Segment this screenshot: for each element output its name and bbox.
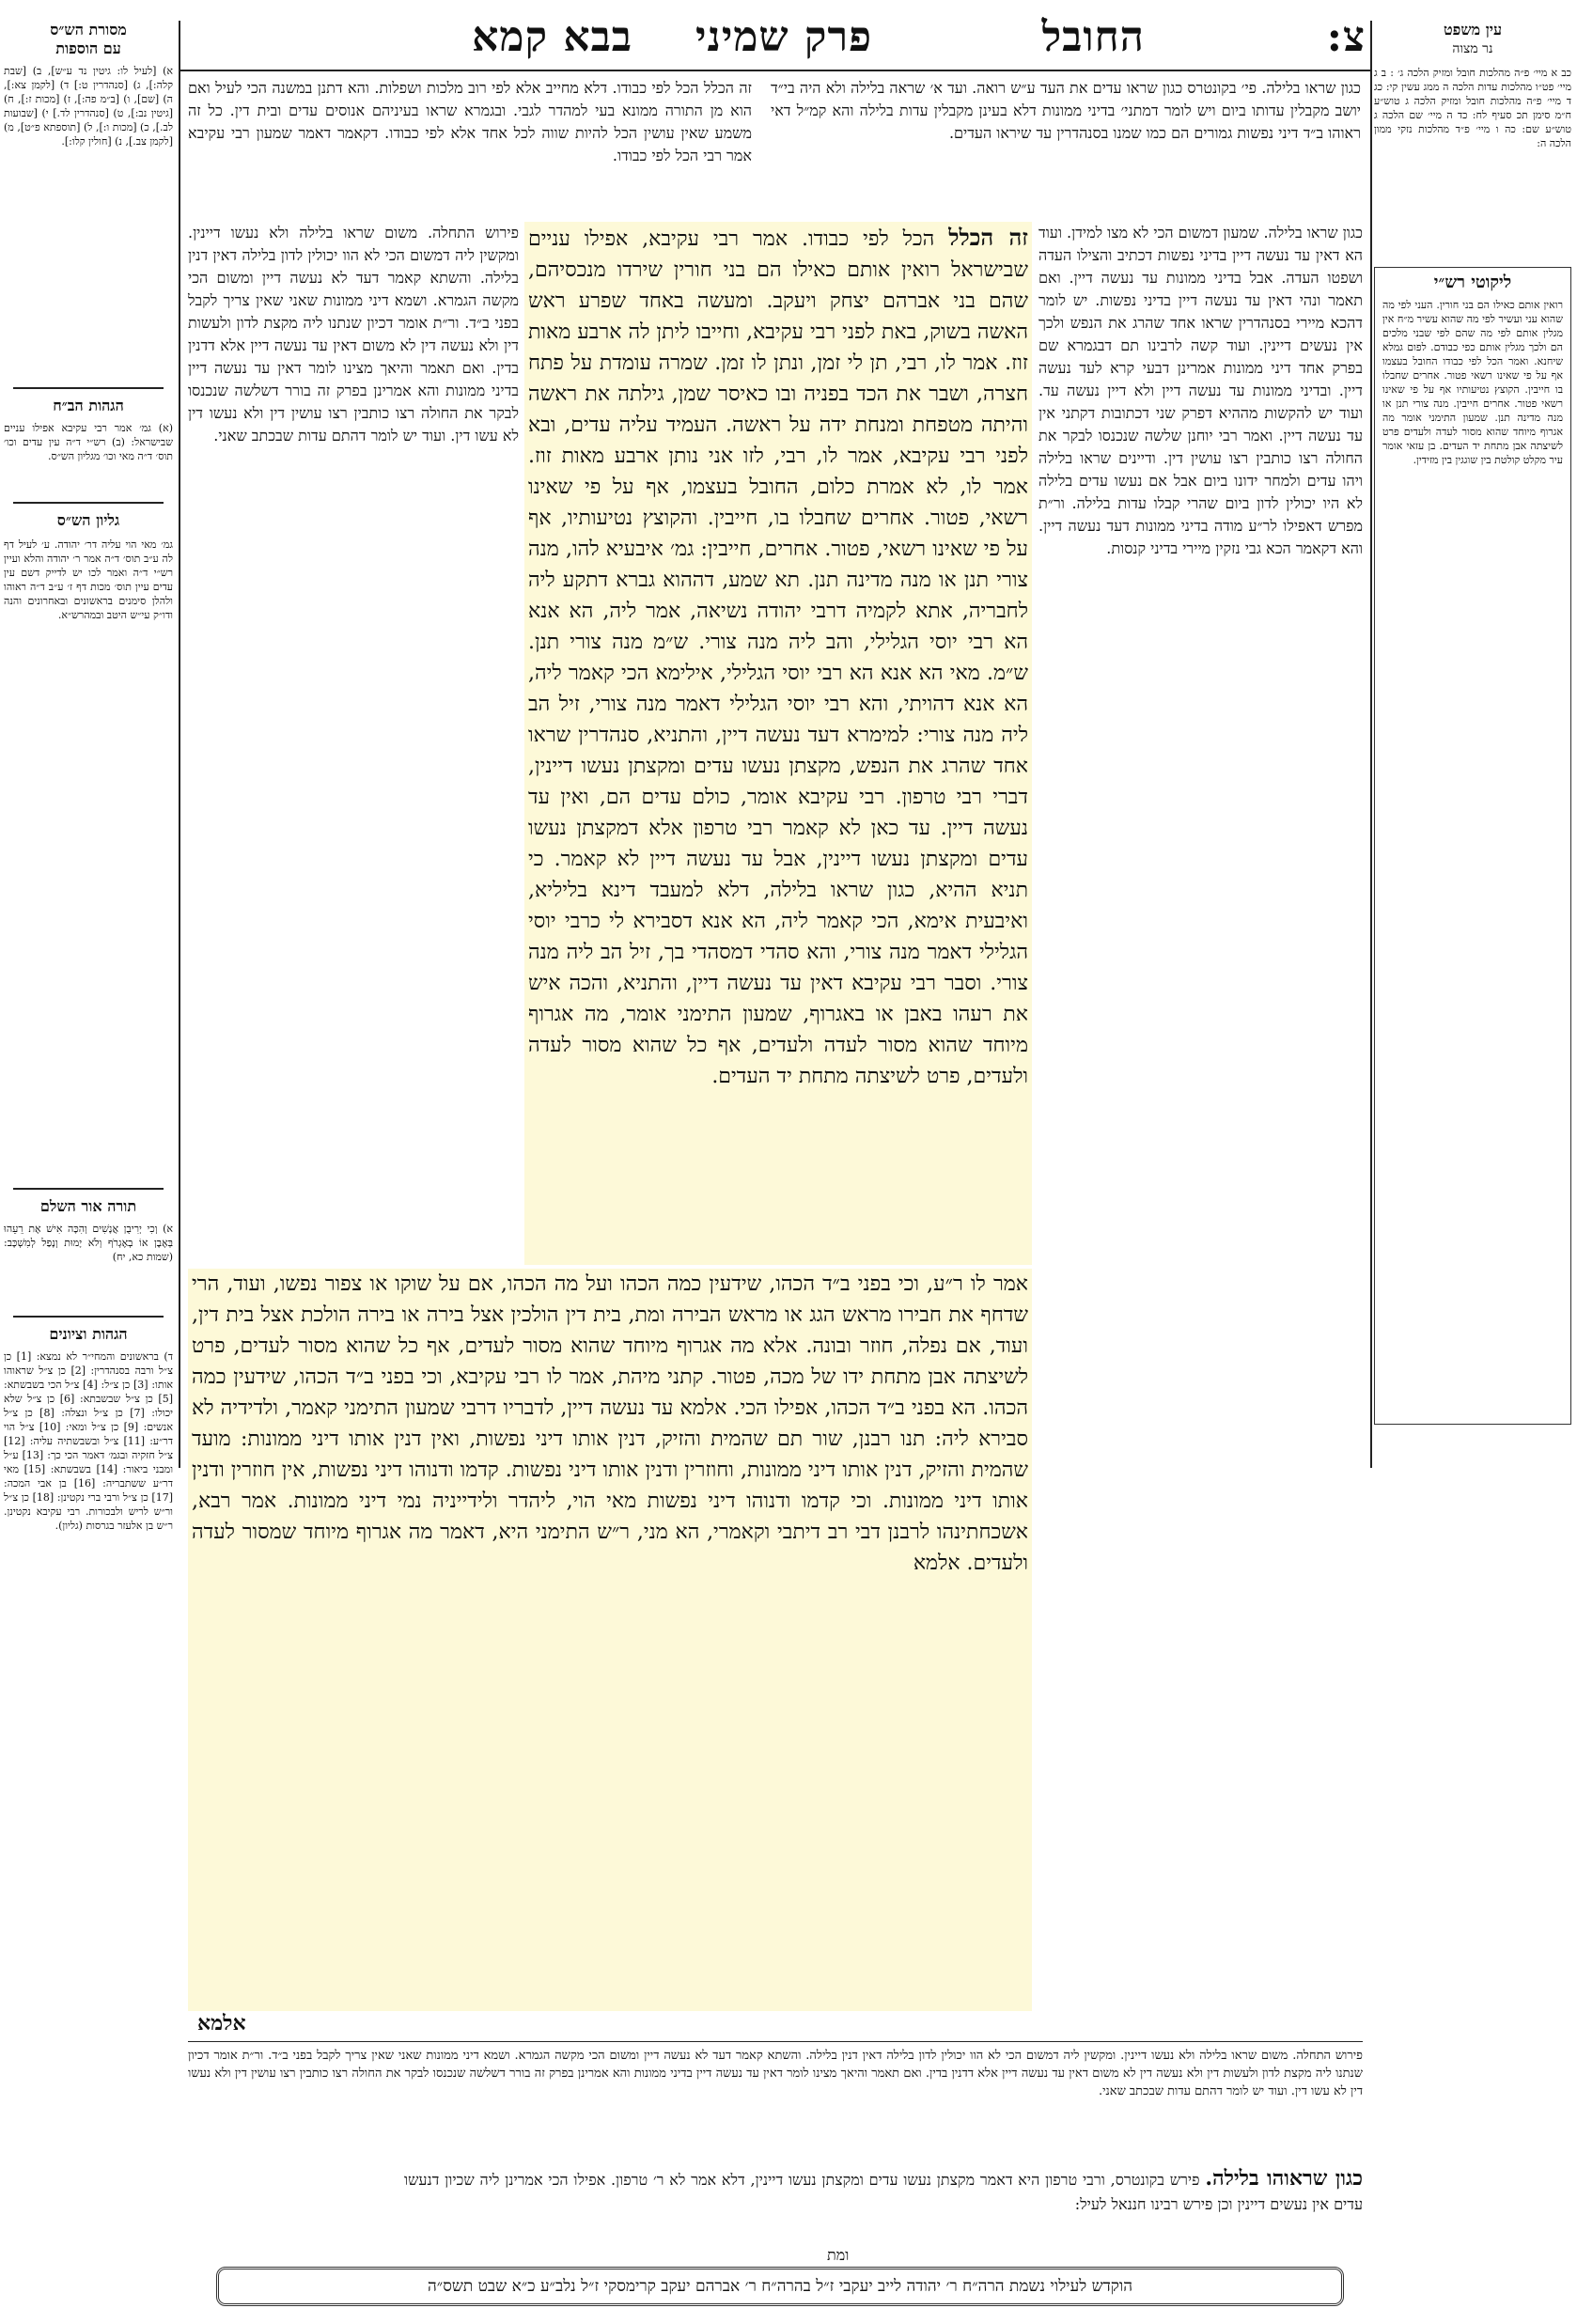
torah-or-text: א) וְכִי יְרִיבֻן אֲנָשִׁים וְהִכָּה אִישׁ אֶת רֵעֵהוּ בְּאֶבֶן אוֹ בְאֶגְרֹף וְלֹא יָמוּת וְנָפַל לְמִשְׁכָּב: (שמות כא, יח) — [4, 1223, 173, 1263]
rule-right — [1370, 21, 1372, 1468]
bottom-center-lead: כגון שראוהו בלילה. — [1205, 2166, 1363, 2191]
ein-mishpat-title: עין משפט — [1443, 21, 1503, 39]
rule-left — [179, 21, 180, 1468]
hagahot-title: הגהות וציונים — [49, 1325, 128, 1343]
mesoret-subtitle: עם הוספות — [55, 39, 121, 57]
perek-name: פרק שמיני — [695, 13, 872, 61]
rashi-top: זה הכלל הכל לפי כבודו. דלא מחייב אלא לפי רוב מלכות ושפלות. והא דתנן במשנה הכי לעיל ואם הוא מן התורה ממונא בעי למהדר לגבי. ובגמרא שראו בעיניהם אנוסים עדים ובית דין. כל זה משמע שאין עושין הכל להיות שווה לכל אחד אלא לפי כבודו. דקאמר דאמר שמעון רבי עקיבא אמר רבי הכל לפי כבודו. — [188, 79, 753, 164]
bottom-end-word: ומת — [827, 2246, 850, 2264]
bottom-center-text: פירש בקונטרס, ורבי טרפון היא דאמר מקצתן נעשו עדים ומקצתן נעשו דיינין, דלא אמר לא ר׳ טרפון. אפילו הכי אמרינן ליה שכיון דנעשו עדים אין נעשים דיינין וכן פירש רבינו חננאל לעיל: — [404, 2171, 1363, 2213]
tosafot-right-column: כגון שראו בלילה. שמעון דמשום הכי לא מצו למידן. ועוד הא דאין עד נעשה דיין בדיני נפשות דכתיב והצילו העדה ושפטו העדה. אבל בדיני ממונות עד נעשה דיין. ואם תאמר ונהי דאין עד נעשה דיין בדיני נפשות. יש לומר דהכא מיירי בסנהדרין שראו אחד שהרג את הנפש ולכך אין נעשים דיינין. ועוד קשה לרבינו תם דבגמרא שם בפרק אחד דיני ממונות אמרינן דבעי קרא לעד נעשה דיין. ובדיני ממונות עד נעשה דיין ולא דיין נעשה עד. ועוד יש להקשות מההיא דפרק שני דכתובות דקתני אין עד נעשה דיין. ואמר רבי יוחנן שלשה שנכנסו לבקר את החולה רצו כותבין רצו עושין דין. ודיינים שראו בלילה ויהו עדים ולמחר ידונו ביום אבל אם נעשו עדים בלילה לא היו יכולין לדון ביום שהרי קבלו עדות בלילה. ור״ת מפרש דאפילו לר״ע מודה בדיני ממונות דעד נעשה דיין. והא דקאמר הכא גבי נזקין מיירי בדיני קנסות. — [1038, 224, 1363, 557]
tosafot-top: כגון שראו בלילה. פי׳ בקונטרס כגון שראו עדים את העד ע״ש רואה. ועד א׳ שראה בלילה ולא היה בי״ד יושב מקבלין עדותו ביום ויש לומר דמתני׳ בדיני ממונות דלא בעינן מקבלין עדות בלילה והא קמ״ל דאי ראוהו ב״ד דיני נפשות גמורים הם כמו שמנו בסנהדרין עד שיראו העדים. — [771, 79, 1361, 142]
hagahot-bach-title: הגהות הב״ח — [53, 397, 124, 414]
dedication-footer: הוקדש לעילוי נשמת הרה״ח ר׳ יהודה לייב יעקבי ז״ל בהרה״ח ר׳ אברהם יעקב קרימסקי ז״ל נלב״ע כ״א שבט תשס״ה — [216, 2267, 1344, 2306]
page-header — [0, 9, 1577, 75]
left-margin — [4, 21, 174, 1532]
gemara-lead: זה הכלל — [948, 224, 1028, 251]
gemara-lower: אמר לו ר״ע, וכי בפני ב״ד הכהו, שידעין כמה הכהו ועל מה הכהו, אם על שוקו או צפור נפשו, ועוד, הרי שדחף את חבירו מראש הגג או מראש הבירה ומת, בית דין הולכין אצל בירה או בירה הולכת אצל בית דין, ועוד, אם נפלה, חוזר ובונה. אלא מה אגרוף מיוחד שהוא מסור לעדים, אף כל שהוא מסור לעדים, פרט לשיצתה אבן מתחת ידו של מכה, פטור. קתני מיהת, אמר לו רבי עקיבא, וכי בפני ב״ד הכהו, שידעין כמה הכהו. הא בפני ב״ד הכהו, אפילו הכי. אלמא עד נעשה דיין, לדבריו דרבי שמעון התימני קאמר, ולדידיה לא סבירא ליה: תנו רבנן, שור תם שהמית והזיק, דנין אותו דיני נפשות, ואין דנין אותו דיני ממונות: מועד שהמית והזיק, דנין אותו דיני ממונות, וחוזרין ודנין אותו דיני נפשות. קדמו ודנוהו דיני נפשות, אין חוזרין ודנין אותו דיני ממונות. וכי קדמו ודנוהו דיני נפשות מאי הוי, ליהדר ולידייניה נמי דיני ממונות. אמר רבא, אשכחתינהו לרבנן דבי רב דיתבי וקאמרי, הא מני, ר״ש התימני היא, דאמר מה אגרוף מיוחד שמסור לעדה ולעדים. אלמא — [188, 1269, 1032, 2011]
catchword: אלמא — [197, 2011, 246, 2035]
hagahot-bach-text: (א) גמ׳ אמר רבי עקיבא אפילו עניים שבישראל: (ב) רש״י ד״ה עין עדים וכו׳ תוס׳ ד״ה מאי וכו׳ מגליון הש״ס. — [4, 422, 173, 462]
bottom-rule — [188, 2041, 1363, 2042]
gilyon-title: גליון הש״ס — [56, 511, 120, 529]
mesoret-title: מסורת הש״ס — [50, 21, 127, 39]
divider — [13, 387, 164, 389]
rashi-left-column: פירוש התחלה. משום שראו בלילה ולא נעשו דיינין. ומקשין ליה דמשום הכי לא הוו יכולין לדון בלילה דאין דנין בלילה. והשתא קאמר דעד לא נעשה דיין ומשום הכי מקשה הגמרא. ושמא דיני ממונות שאני שאין צריך לקבל בפני ב״ד. ור״ת אומר דכיון שנתנו ליה מקצת לדון ולעשות דין ולא נעשה דין לא משום דאין עד נעשה דיין אלא דדנין בדין. ואם תאמר והיאך מצינו לומר דאין עד נעשה דיין בדיני ממונות והא אמרינן בפרק זה בורר דשלשה שנכנסו לבקר את החולה רצו כותבין רצו עושין דין ולא נעשו דין לא עשו דין. ועוד יש לומר דהתם עדות שבכתב שאני. — [188, 224, 519, 445]
right-margin — [1374, 21, 1571, 1449]
perek-title: החובל — [1041, 13, 1145, 61]
masechet-title: בבא קמא — [472, 13, 632, 61]
divider — [13, 1188, 164, 1190]
likutei-rashi-text: רואין אותם כאילו הם בני חורין. העני לפי מה שהוא עני ועשיר לפי מה שהוא עשיר מ״ח אין מגלין אותם לפי מה שהם לפי שבני מלכים הם ולכך מגלין אותם כפי כבודם. לפום גמלא שיחנא. ואמר הכל לפי כבודו החובל בעצמו אף על פי שאינו רשאי פטור. אחרים שחבלו בו חייבין. הקוצץ נטיעותיו אף על פי שאינו רשאי פטור. אחרים חייבין. מנה צורי תנן או מנה מדינה תנן. שמעון התימני אומר מה אגרוף מיוחד שהוא מסור לעדה ולעדים פרט לשיצתה אבן מתחת יד העדים. בן עזאי אומר עיר מקלט קולטת בין שוגגין בין מזידין. — [1382, 299, 1563, 466]
torah-or-title: תורה אור השלם — [39, 1197, 137, 1215]
page-number: צ: — [1326, 13, 1366, 61]
mesoret-text: א) [לעיל לו: גיטין נד ע״ש], ב) [שבת קלה:], ג) [סנהדרין ט:] ד) [לקמן צא:], ה) [שם], ו) [ב״מ פה:], ז) [מכות ז:], ח) [גיטין נב:], ט) [סנהדרין לד.] י) [שבועות לב.], כ) [מכות ו:], ל) [תוספתא פ״ט], מ) [לקמן צב.], נ) [חולין קלו:]. — [4, 65, 173, 148]
ein-mishpat-text: כב א מיי׳ פ״ה מהלכות חובל ומזיק הלכה ג׳ : ב ג מיי׳ פט״ו מהלכות עדות הלכה ה ממג עשין קי: כג ד מיי׳ פ״ה מהלכות חובל ומזיק הלכה ג טוש״ע ח״מ סימן תכ סעיף לח: כד ה מיי׳ שם הלכה ג טוש״ע שם: כה ו מיי׳ פ״ד מהלכות נזקי ממון הלכה ה: — [1374, 67, 1571, 149]
gilyon-text: גמ׳ מאי הוי עליה דר׳ יהודה. ע׳ לעיל דף לה ע״ב תוס׳ ד״ה אמר ר׳ יהודה והלא ועיין רש״י ד״ה ואמר לכו יש לדייק דשם עין עדים עיין תוס׳ מכות דף ז׳ ע״ב ד״ה ראוהו ולהלן סימנים בראשונים ובאחרונים והנה ודו״ק עי״ש היטב ובמהרש״א. — [4, 538, 173, 621]
bottom-commentary-top: פירוש התחלה. משום שראו בלילה ולא נעשו דיינין. ומקשין ליה דמשום הכי לא הוו יכולין לדון בלילה דאין דנין בלילה. והשתא קאמר דעד לא נעשה דיין ומשום הכי מקשה הגמרא. ושמא דיני ממונות שאני שאין צריך לקבל בפני ב״ד. ור״ת אומר דכיון שנתנו ליה מקצת לדון ולעשות דין ולא נעשה דין לא משום דאין עד נעשה דיין אלא דדנין בדין. ואם תאמר והיאך מצינו לומר דאין עד נעשה דיין בדיני ממונות והא אמרינן בפרק זה בורר דשלשה שנכנסו לבקר את החולה רצו כותבין רצו עושין דין ולא נעשו דין לא עשו דין. ועוד יש לומר דהתם עדות שבכתב שאני. — [188, 2049, 1363, 2098]
divider — [13, 502, 164, 504]
gemara-upper — [524, 222, 1032, 1265]
gemara-text: הכל לפי כבודו. אמר רבי עקיבא, אפילו עניים שבישראל רואין אותם כאילו הם בני חורין שירדו מנכסיהם, שהם בני אברהם יצחק ויעקב. ומעשה באחד שפרע ראש האשה בשוק, באת לפני רבי עקיבא, וחייבו ליתן לה ארבע מאות זוז. אמר לו, רבי, תן לי זמן, ונתן לו זמן. שמרה עומדת על פתח חצרה, ושבר את הכד בפניה ובו כאיסר שמן, גילתה את ראשה והיתה מטפחת ומנחת ידה על ראשה. העמיד עליה עדים, ובא לפני רבי עקיבא, אמר לו, רבי, לזו אני נותן ארבע מאות זוז. אמר לו, לא אמרת כלום, החובל בעצמו, אף על פי שאינו רשאי, פטור. אחרים שחבלו בו, חייבין. והקוצץ נטיעותיו, אף על פי שאינו רשאי, פטור. אחרים, חייבין: גמ׳ איבעיא להו, מנה צורי תנן או מנה מדינה תנן. תא שמע, דההוא גברא דתקע ליה לחבריה, אתא לקמיה דרבי יהודה נשיאה, אמר ליה, הא אנא הא רבי יוסי הגלילי, והב ליה מנה צורי. ש״מ מנה צורי תנן. ש״מ. מאי הא אנא הא רבי יוסי הגלילי, אילימא הכי קאמר ליה, הא אנא דהויתי, והא רבי יוסי הגלילי דאמר מנה צורי, זיל הב ליה מנה צורי: למימרא דעד נעשה דיין, והתניא, סנהדרין שראו אחד שהרג את הנפש, מקצתן נעשו עדים ומקצתן נעשו דיינין, דברי רבי טרפון. רבי עקיבא אומר, כולם עדים הם, ואין עד נעשה דיין. עד כאן לא קאמר רבי טרפון אלא דמקצתן נעשו עדים ומקצתן נעשו דיינין, אבל עד נעשה דיין לא קאמר. כי תניא ההיא, כגון שראו בלילה, דלא למעבד דינא בליליא, ואיבעית אימא, הכי קאמר ליה, הא אנא דסבירא לי כרבי יוסי הגלילי דאמר מנה צורי, והא סהדי דמסהדי בך, זיל הב ליה מנה צורי. וסבר רבי עקיבא דאין עד נעשה דיין, והתניא, והכה איש את רעהו באבן או באגרוף, שמעון התימני אומר, מה אגרוף מיוחד שהוא מסור לעדה ולעדים, אף כל שהוא מסור לעדה ולעדים, פרט לשיצתה מתחת יד העדים. — [528, 227, 1028, 1088]
likutei-rashi-box — [1374, 267, 1571, 1425]
bottom-center-block — [404, 2166, 1363, 2245]
likutei-rashi-title: ליקוטי רש״י — [1433, 273, 1512, 292]
hagahot-text: ד) בראשונים והמחי״ר לא נמצא: [1] כן צ״ל ורבה בסנהדרין: [2] כן צ״ל שראוהו אותו: [3] כן צ״ל: [4] צ״ל הכי בשבשתא: [5] כן צ״ל שבשבתא: [6] כן צ״ל שלא יכולו: [7] כן צ״ל ונצלה: [8] כן צ״ל אנשים: [9] כן צ״ל ומאי: [10] צ״ל הוי דר״ע: [11] צ״ל ובשבשתיה עליה: [12] צ״ל חזקיה ובגמ׳ דאמר הכי כך: [13] ע״ל ומבני ביאור: [14] בשבשתא: [15] מאי דר״ע ששתבריה: [16] בן אבי המכה: [17] כן צ״ל ורבי ברי נקטינן: [18] כן צ״ל ור״ש לריש ולבכורות. רבי עקיבא נקטינן. ר״ש בן אלעזר בגרסות (גליון). — [4, 1350, 174, 1532]
ner-mitzva-title: נר מצוה — [1452, 41, 1493, 56]
divider — [13, 1316, 164, 1318]
header-rule — [180, 70, 1370, 71]
